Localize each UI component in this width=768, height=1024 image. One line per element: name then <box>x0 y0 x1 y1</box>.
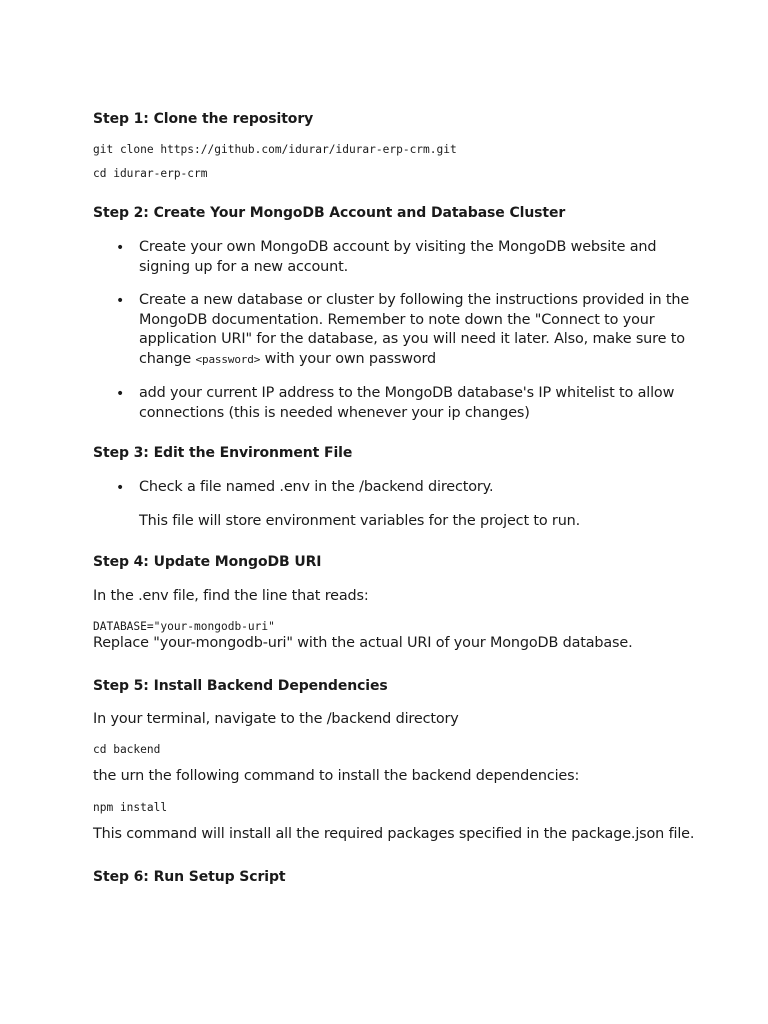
paragraph: This command will install all the required packages specified in the package.json file. <box>93 826 695 842</box>
paragraph: In the .env file, find the line that reads: <box>93 588 369 604</box>
code-line: cd backend <box>93 743 161 756</box>
bullet-icon: • <box>116 240 125 256</box>
paragraph: Replace "your-mongodb-uri" with the actual URI of your MongoDB database. <box>93 635 633 651</box>
list-item: add your current IP address to the MongoDB database's IP whitelist to allow connections (this is needed whenever your ip changes) <box>139 385 675 421</box>
step-1-heading: Step 1: Clone the repository <box>93 111 314 127</box>
list-item-note: This file will store environment variables for the project to run. <box>139 513 581 529</box>
list-item-text: with your own password <box>260 350 436 367</box>
bullet-icon: • <box>116 480 125 496</box>
list-item <box>139 291 699 369</box>
list-item: Check a file named .env in the /backend directory. <box>139 479 494 495</box>
paragraph: In your terminal, navigate to the /backend directory <box>93 711 459 727</box>
code-line: DATABASE="your-mongodb-uri" <box>93 620 275 633</box>
step-2-heading: Step 2: Create Your MongoDB Account and Database Cluster <box>93 205 566 221</box>
bullet-icon: • <box>116 293 125 309</box>
step-6-heading: Step 6: Run Setup Script <box>93 869 286 885</box>
inline-code: <password> <box>195 352 261 366</box>
step-4-heading: Step 4: Update MongoDB URI <box>93 554 322 570</box>
code-line: cd idurar-erp-crm <box>93 167 208 180</box>
step-3-heading: Step 3: Edit the Environment File <box>93 445 353 461</box>
paragraph: the urn the following command to install the backend dependencies: <box>93 768 580 784</box>
list-item-text: Create a new database or cluster by following the instructions provided in the MongoDB documentation. Remember to note down the "Connect to your application URI" for the database, as you will need it later. Also, make sure to change <box>139 292 690 367</box>
list-item: Create your own MongoDB account by visiting the MongoDB website and signing up for a new account. <box>139 239 657 275</box>
code-line: npm install <box>93 801 168 814</box>
step-5-heading: Step 5: Install Backend Dependencies <box>93 678 388 694</box>
bullet-icon: • <box>116 386 125 402</box>
code-line: git clone https://github.com/idurar/idurar-erp-crm.git <box>93 143 457 156</box>
